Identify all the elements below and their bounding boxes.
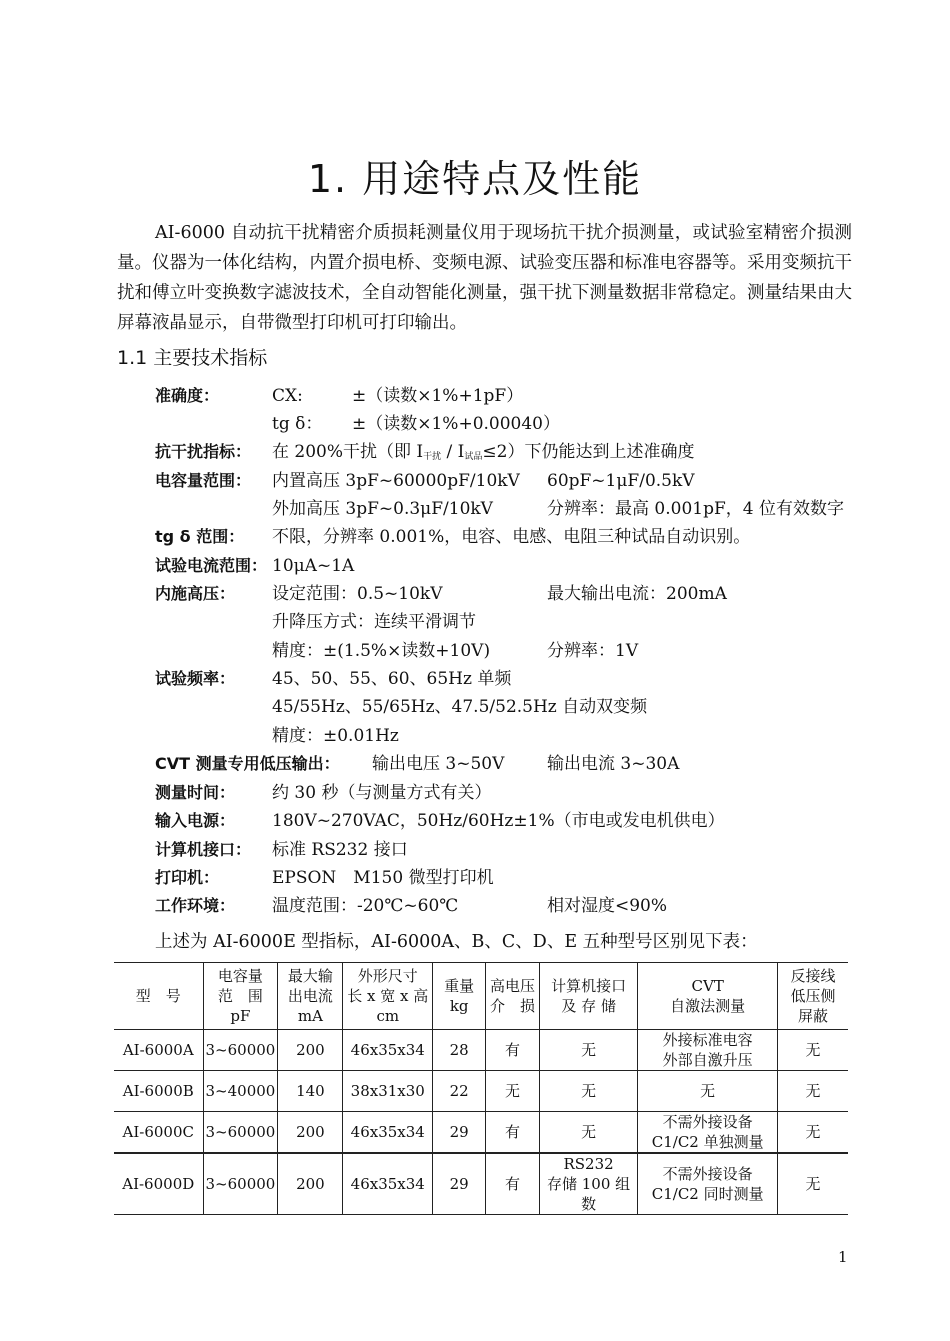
table-cell: 无 bbox=[539, 1030, 638, 1071]
spec-value: 45、50、55、60、65Hz 单频 bbox=[272, 669, 512, 689]
spec-value: 精度：±(1.5%×读数+10V) bbox=[272, 641, 491, 661]
table-cell: 不需外接设备 C1/C2 同时测量 bbox=[638, 1153, 777, 1215]
spec-value: 输出电流 3~30A bbox=[547, 754, 680, 774]
spec-text: 在 200%干扰（即 I bbox=[272, 442, 424, 462]
subscript: 干扰 bbox=[423, 452, 442, 462]
table-cell: AI-6000C bbox=[114, 1112, 203, 1154]
spec-label: 工作环境： bbox=[155, 896, 236, 915]
header-line: kg bbox=[449, 997, 469, 1015]
spec-label: 准确度： bbox=[155, 386, 220, 405]
table-cell: 无 bbox=[777, 1112, 848, 1154]
table-row bbox=[114, 1153, 848, 1215]
header-line: 范 围 bbox=[217, 987, 263, 1005]
header-line: 屏蔽 bbox=[797, 1007, 828, 1025]
spec-value: 设定范围：0.5~10kV bbox=[272, 584, 443, 604]
header-line: 型 号 bbox=[135, 987, 181, 1005]
table-header-cell bbox=[114, 963, 203, 1030]
header-line: 电容量 bbox=[217, 967, 263, 985]
spec-value: 60pF~1μF/0.5kV bbox=[547, 471, 695, 491]
spec-value: 标准 RS232 接口 bbox=[272, 840, 408, 860]
header-line: 自激法测量 bbox=[670, 997, 746, 1015]
spec-value: 10μA~1A bbox=[272, 556, 355, 576]
model-comparison-table bbox=[114, 962, 848, 1215]
spec-label: 试验电流范围： bbox=[155, 556, 268, 575]
table-cell: 38x31x30 bbox=[343, 1071, 433, 1112]
spec-value: 内置高压 3pF~60000pF/10kV bbox=[272, 471, 520, 491]
table-cell: AI-6000D bbox=[114, 1153, 203, 1215]
spec-value: 精度：±0.01Hz bbox=[272, 726, 399, 746]
header-line: 重量 bbox=[444, 977, 475, 995]
table-intro: 上述为 AI-6000E 型指标，AI-6000A、B、C、D、E 五种型号区别见下表： bbox=[155, 932, 758, 952]
spec-value: EPSON M150 微型打印机 bbox=[272, 868, 494, 888]
table-cell: 3~40000 bbox=[203, 1071, 278, 1112]
subscript: 试品 bbox=[464, 452, 483, 462]
table-header-cell bbox=[539, 963, 638, 1030]
spec-label: tg δ 范围： bbox=[155, 527, 245, 546]
table-cell: 无 bbox=[777, 1153, 848, 1215]
table-header-cell bbox=[278, 963, 343, 1030]
spec-label: 试验频率： bbox=[155, 669, 236, 688]
spec-label: 内施高压： bbox=[155, 584, 236, 603]
table-cell: 22 bbox=[433, 1071, 486, 1112]
spec-name: CX: bbox=[272, 386, 303, 406]
table-row bbox=[114, 1030, 848, 1071]
table-header-cell bbox=[777, 963, 848, 1030]
page-number: 1 bbox=[838, 1248, 848, 1266]
table-cell: AI-6000A bbox=[114, 1030, 203, 1071]
table-header-cell bbox=[343, 963, 433, 1030]
spec-text: / I bbox=[441, 442, 465, 462]
header-line: 介 损 bbox=[489, 997, 535, 1015]
table-cell: RS232 存储 100 组数 bbox=[539, 1153, 638, 1215]
table-header-cell bbox=[203, 963, 278, 1030]
table-cell: 200 bbox=[278, 1030, 343, 1071]
header-line: 及 存 储 bbox=[561, 997, 616, 1015]
header-line: 低压侧 bbox=[790, 987, 836, 1005]
header-line: 外形尺寸 bbox=[357, 967, 418, 985]
table-cell: 有 bbox=[486, 1030, 539, 1071]
spec-label: 计算机接口： bbox=[155, 840, 252, 859]
header-line: cm bbox=[376, 1007, 400, 1025]
spec-value: 最大输出电流：200mA bbox=[547, 584, 727, 604]
spec-value: 外加高压 3pF~0.3μF/10kV bbox=[272, 499, 493, 519]
spec-label: 输入电源： bbox=[155, 811, 236, 830]
spec-value: 升降压方式：连续平滑调节 bbox=[272, 612, 476, 632]
spec-value: 输出电压 3~50V bbox=[372, 754, 505, 774]
header-line: 高电压 bbox=[489, 977, 535, 995]
table-cell: 29 bbox=[433, 1153, 486, 1215]
table-cell: 有 bbox=[486, 1153, 539, 1215]
table-cell: 140 bbox=[278, 1071, 343, 1112]
header-line: 最大输 bbox=[287, 967, 333, 985]
table-cell: 无 bbox=[777, 1030, 848, 1071]
table-cell: 无 bbox=[486, 1071, 539, 1112]
spec-label: 测量时间： bbox=[155, 783, 236, 802]
spec-value: ±（读数×1%+1pF） bbox=[352, 386, 524, 406]
spec-value: 约 30 秒（与测量方式有关） bbox=[272, 783, 492, 803]
spec-value: 分辨率：1V bbox=[547, 641, 639, 661]
table-cell: 无 bbox=[539, 1112, 638, 1154]
header-line: 出电流 bbox=[287, 987, 333, 1005]
header-line: pF bbox=[230, 1007, 251, 1025]
intro-paragraph: AI-6000 自动抗干扰精密介质损耗测量仪用于现场抗干扰介损测量，或试验室精密介损测量。仪器为一体化结构，内置介损电桥、变频电源、试验变压器和标准电容器等。采用变频抗干扰和傅立叶变换数字滤波技术，全自动智能化测量，强干扰下测量数据非常稳定。测量结果由大屏幕液晶显示，自带微型打印机可打印输出。 bbox=[117, 223, 852, 333]
table-cell: 3~60000 bbox=[203, 1112, 278, 1154]
table-cell: 28 bbox=[433, 1030, 486, 1071]
table-cell: 3~60000 bbox=[203, 1030, 278, 1071]
spec-value: 45/55Hz、55/65Hz、47.5/52.5Hz 自动双变频 bbox=[272, 697, 648, 717]
header-line: mA bbox=[297, 1007, 323, 1025]
spec-value: 不限，分辨率 0.001%，电容、电感、电阻三种试品自动识别。 bbox=[272, 527, 751, 547]
header-line: 反接线 bbox=[790, 967, 836, 985]
spec-text: ≤2）下仍能达到上述准确度 bbox=[482, 442, 695, 462]
spec-label: 抗干扰指标： bbox=[155, 442, 252, 461]
table-cell: 外接标准电容 外部自激升压 bbox=[638, 1030, 777, 1071]
table-cell: 200 bbox=[278, 1112, 343, 1154]
spec-name: tg δ： bbox=[272, 414, 323, 434]
table-row bbox=[114, 1071, 848, 1112]
header-line: 长 x 宽 x 高 bbox=[347, 987, 429, 1005]
page-title: 1. 用途特点及性能 bbox=[307, 157, 643, 201]
spec-label: CVT 测量专用低压输出： bbox=[155, 754, 340, 773]
table-cell: 无 bbox=[638, 1071, 777, 1112]
table-header-cell bbox=[433, 963, 486, 1030]
spec-value: 相对湿度<90% bbox=[547, 896, 668, 916]
spec-value: ±（读数×1%+0.00040） bbox=[352, 414, 561, 434]
spec-label: 打印机： bbox=[155, 868, 220, 887]
table-cell: 200 bbox=[278, 1153, 343, 1215]
header-line: CVT bbox=[691, 977, 724, 995]
table-row bbox=[114, 1112, 848, 1154]
table-cell: AI-6000B bbox=[114, 1071, 203, 1112]
header-line: 计算机接口 bbox=[551, 977, 627, 995]
table-cell: 46x35x34 bbox=[343, 1112, 433, 1154]
table-cell: 29 bbox=[433, 1112, 486, 1154]
table-cell: 3~60000 bbox=[203, 1153, 278, 1215]
section-heading: 1.1 主要技术指标 bbox=[117, 347, 268, 369]
table-header-row bbox=[114, 963, 848, 1030]
table-cell: 无 bbox=[777, 1071, 848, 1112]
table-cell: 46x35x34 bbox=[343, 1153, 433, 1215]
table-cell: 无 bbox=[539, 1071, 638, 1112]
table-cell: 46x35x34 bbox=[343, 1030, 433, 1071]
table-header-cell bbox=[486, 963, 539, 1030]
spec-label: 电容量范围： bbox=[155, 471, 252, 490]
table-cell: 不需外接设备 C1/C2 单独测量 bbox=[638, 1112, 777, 1154]
table-cell: 有 bbox=[486, 1112, 539, 1154]
spec-value: 温度范围：-20℃~60℃ bbox=[272, 896, 459, 916]
spec-value: 180V~270VAC，50Hz/60Hz±1%（市电或发电机供电） bbox=[272, 811, 725, 831]
spec-value: 分辨率：最高 0.001pF，4 位有效数字 bbox=[547, 499, 844, 519]
table-header-cell bbox=[638, 963, 777, 1030]
